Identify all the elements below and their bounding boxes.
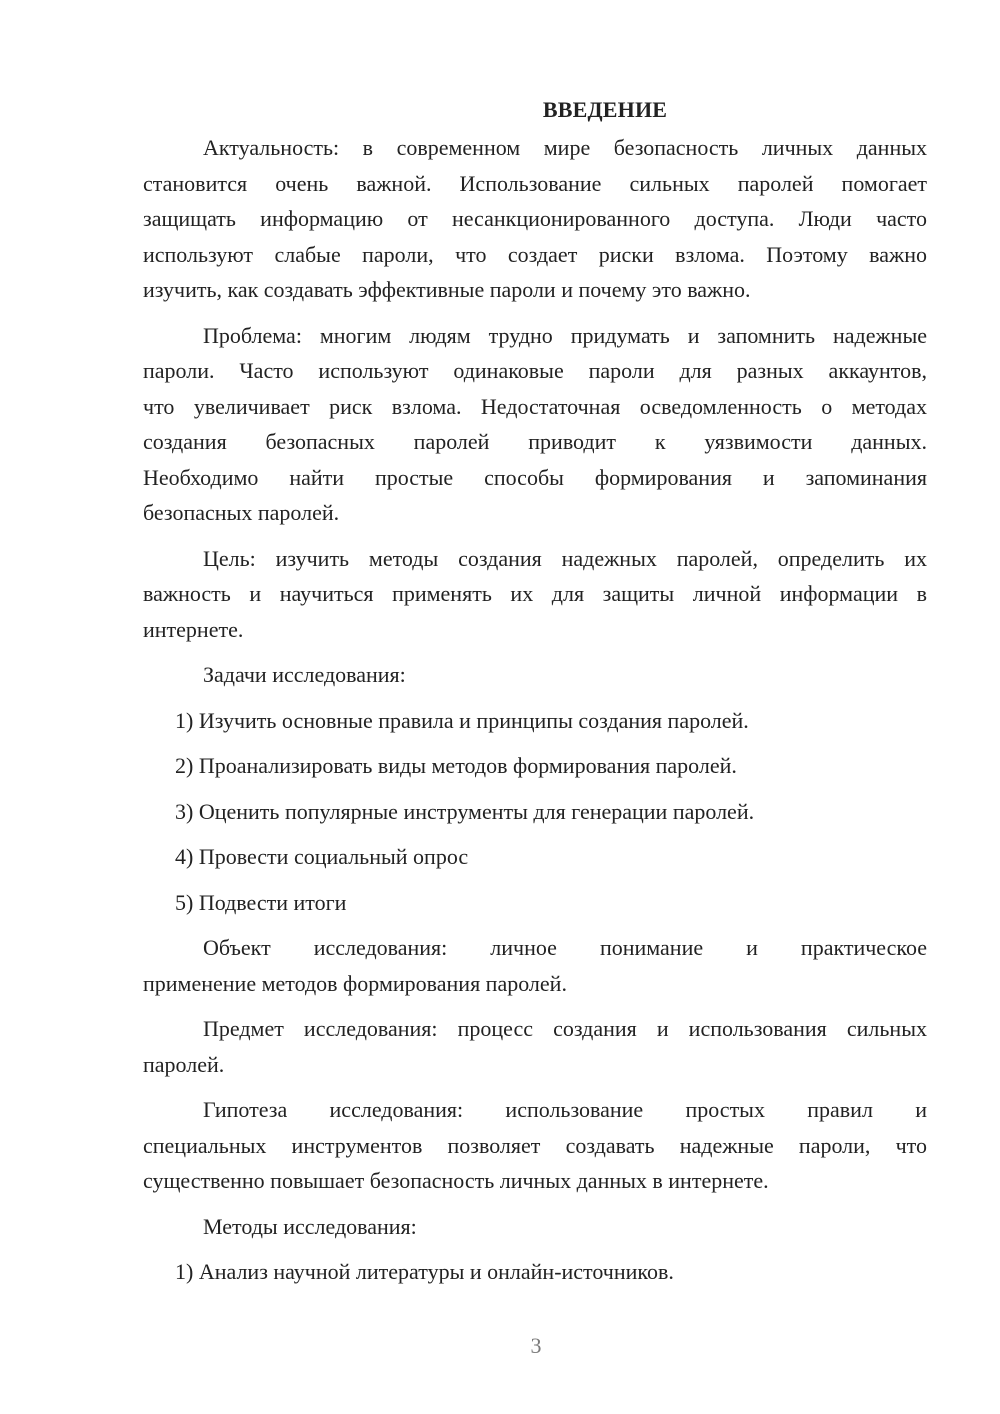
problem-paragraph — [143, 318, 927, 531]
goal-paragraph — [143, 541, 927, 648]
problem-line: пароли. Часто используют одинаковые пароли для разных аккаунтов, — [143, 358, 927, 383]
goal-line: интернете. — [143, 616, 244, 642]
problem-line: Проблема: многим людям трудно придумать и запомнить надежные — [203, 322, 927, 348]
object-line: применение методов формирования паролей. — [143, 970, 567, 996]
subject-paragraph — [143, 1011, 927, 1082]
relevance-line: Актуальность: в современном мире безопасность личных данных — [203, 135, 927, 160]
list-item: 5) Подвести итоги — [175, 889, 347, 915]
list-item: 1) Анализ научной литературы и онлайн-источников. — [175, 1259, 674, 1284]
list-item: 4) Провести социальный опрос — [175, 844, 469, 869]
document-body — [143, 92, 927, 1290]
list-item: 2) Проанализировать виды методов формирования паролей. — [175, 753, 737, 778]
object-paragraph — [143, 930, 927, 1001]
methods-label: Методы исследования: — [203, 1213, 417, 1239]
hypothesis-line: существенно повышает безопасность личных данных в интернете. — [143, 1168, 769, 1193]
problem-line: безопасных паролей. — [143, 500, 340, 525]
relevance-line: защищать информацию от несанкционированного доступа. Люди часто — [143, 206, 927, 231]
problem-line: Необходимо найти простые способы формирования и запоминания — [143, 464, 927, 490]
list-item: 1) Изучить основные правила и принципы создания паролей. — [175, 707, 749, 733]
goal-line: Цель: изучить методы создания надежных паролей, определить их — [203, 545, 927, 571]
problem-line: создания безопасных паролей приводит к уязвимости данных. — [143, 429, 927, 454]
hypothesis-paragraph — [143, 1092, 927, 1199]
page-number: 3 — [530, 1333, 542, 1358]
object-line: Объект исследования: личное понимание и практическое — [203, 935, 927, 960]
relevance-paragraph — [143, 130, 927, 308]
goal-line: важность и научиться применять их для защиты личной информации в — [143, 581, 927, 606]
page-title: ВВЕДЕНИЕ — [542, 97, 668, 122]
relevance-line: становится очень важной. Использование сильных паролей помогает — [143, 170, 927, 196]
relevance-line: изучить, как создавать эффективные пароли и почему это важно. — [143, 277, 751, 302]
hypothesis-line: специальных инструментов позволяет создавать надежные пароли, что — [143, 1132, 927, 1158]
tasks-label: Задачи исследования: — [203, 662, 406, 687]
subject-line: паролей. — [143, 1051, 225, 1077]
list-item: 3) Оценить популярные инструменты для генерации паролей. — [175, 798, 755, 824]
subject-line: Предмет исследования: процесс создания и использования сильных — [203, 1016, 927, 1041]
problem-line: что увеличивает риск взлома. Недостаточная осведомленность о методах — [143, 393, 927, 419]
hypothesis-line: Гипотеза исследования: использование простых правил и — [203, 1097, 927, 1122]
relevance-line: используют слабые пароли, что создает риски взлома. Поэтому важно — [143, 241, 927, 267]
